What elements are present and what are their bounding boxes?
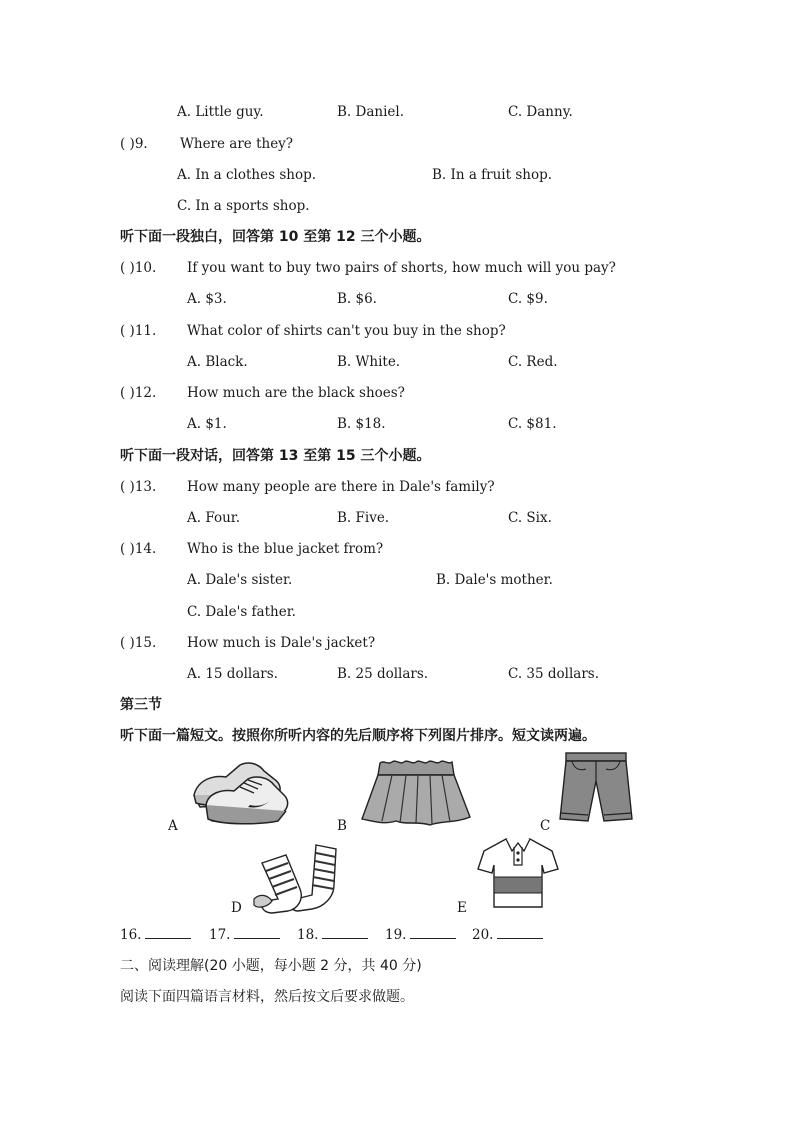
q9-option-b: B. In a fruit shop. <box>432 167 553 183</box>
q10-stem: If you want to buy two pairs of shorts, how much will you pay? <box>187 260 616 276</box>
picture-c-label: C <box>540 818 551 834</box>
q15-option-a: A. 15 dollars. <box>187 666 278 682</box>
answer-17-blank[interactable] <box>234 926 280 939</box>
q9-stem: Where are they? <box>180 136 294 152</box>
q10-option-b: B. $6. <box>337 291 377 307</box>
picture-d-label: D <box>231 900 242 916</box>
q12-number: ( )12. <box>120 385 157 401</box>
q14-option-b: B. Dale's mother. <box>436 572 553 588</box>
answer-17[interactable] <box>209 926 280 943</box>
q13-number: ( )13. <box>120 479 157 495</box>
part3-instruction: 听下面一篇短文。按照你所听内容的先后顺序将下列图片排序。短文读两遍。 <box>120 728 596 744</box>
q11-option-b: B. White. <box>337 354 401 370</box>
q11-number: ( )11. <box>120 323 157 339</box>
q14-option-c: C. Dale's father. <box>187 604 296 620</box>
q15-option-c: C. 35 dollars. <box>508 666 600 682</box>
answer-19-number: 19. <box>385 927 407 943</box>
q13-option-c: C. Six. <box>508 510 552 526</box>
q8-option-a: A. Little guy. <box>177 104 264 120</box>
answer-18-number: 18. <box>297 927 319 943</box>
q8-option-b: B. Daniel. <box>337 104 404 120</box>
q13-option-b: B. Five. <box>337 510 390 526</box>
shorts-icon <box>558 751 634 827</box>
answer-19-blank[interactable] <box>410 926 456 939</box>
answer-18-blank[interactable] <box>322 926 368 939</box>
q9-number: ( )9. <box>120 136 148 152</box>
polo-shirt-icon <box>476 835 560 911</box>
q15-stem: How much is Dale's jacket? <box>187 635 376 651</box>
answer-20[interactable] <box>472 926 543 943</box>
answer-20-blank[interactable] <box>497 926 543 939</box>
q9-option-c: C. In a sports shop. <box>177 198 310 214</box>
q13-stem: How many people are there in Dale's family? <box>187 479 495 495</box>
q14-number: ( )14. <box>120 541 157 557</box>
answer-16-number: 16. <box>120 927 142 943</box>
part3-title: 第三节 <box>120 697 162 713</box>
skirt-icon <box>360 759 474 827</box>
q14-stem: Who is the blue jacket from? <box>187 541 384 557</box>
q11-option-c: C. Red. <box>508 354 558 370</box>
reading-section-title: 二、阅读理解(20 小题，每小题 2 分，共 40 分) <box>120 958 422 974</box>
socks-icon <box>250 841 346 917</box>
answer-16[interactable] <box>120 926 191 943</box>
q11-stem: What color of shirts can't you buy in the shop? <box>187 323 506 339</box>
picture-b-label: B <box>337 818 347 834</box>
q12-option-a: A. $1. <box>187 416 227 432</box>
q12-stem: How much are the black shoes? <box>187 385 405 401</box>
answer-18[interactable] <box>297 926 368 943</box>
section-dialogue-instruction: 听下面一段对话，回答第 13 至第 15 三个小题。 <box>120 448 431 464</box>
answer-17-number: 17. <box>209 927 231 943</box>
picture-a-label: A <box>168 818 178 834</box>
q15-option-b: B. 25 dollars. <box>337 666 429 682</box>
picture-e-label: E <box>457 900 467 916</box>
section-monologue-instruction: 听下面一段独白，回答第 10 至第 12 三个小题。 <box>120 229 431 245</box>
answer-19[interactable] <box>385 926 456 943</box>
q14-option-a: A. Dale's sister. <box>187 572 293 588</box>
q15-number: ( )15. <box>120 635 157 651</box>
answer-16-blank[interactable] <box>145 926 191 939</box>
q10-number: ( )10. <box>120 260 157 276</box>
q12-option-c: C. $81. <box>508 416 557 432</box>
q13-option-a: A. Four. <box>187 510 241 526</box>
q11-option-a: A. Black. <box>187 354 248 370</box>
q9-option-a: A. In a clothes shop. <box>177 167 317 183</box>
q12-option-b: B. $18. <box>337 416 386 432</box>
answer-20-number: 20. <box>472 927 494 943</box>
sneakers-icon <box>188 757 294 829</box>
q8-option-c: C. Danny. <box>508 104 573 120</box>
q10-option-a: A. $3. <box>187 291 227 307</box>
reading-section-instruction: 阅读下面四篇语言材料，然后按文后要求做题。 <box>120 989 414 1005</box>
q10-option-c: C. $9. <box>508 291 548 307</box>
